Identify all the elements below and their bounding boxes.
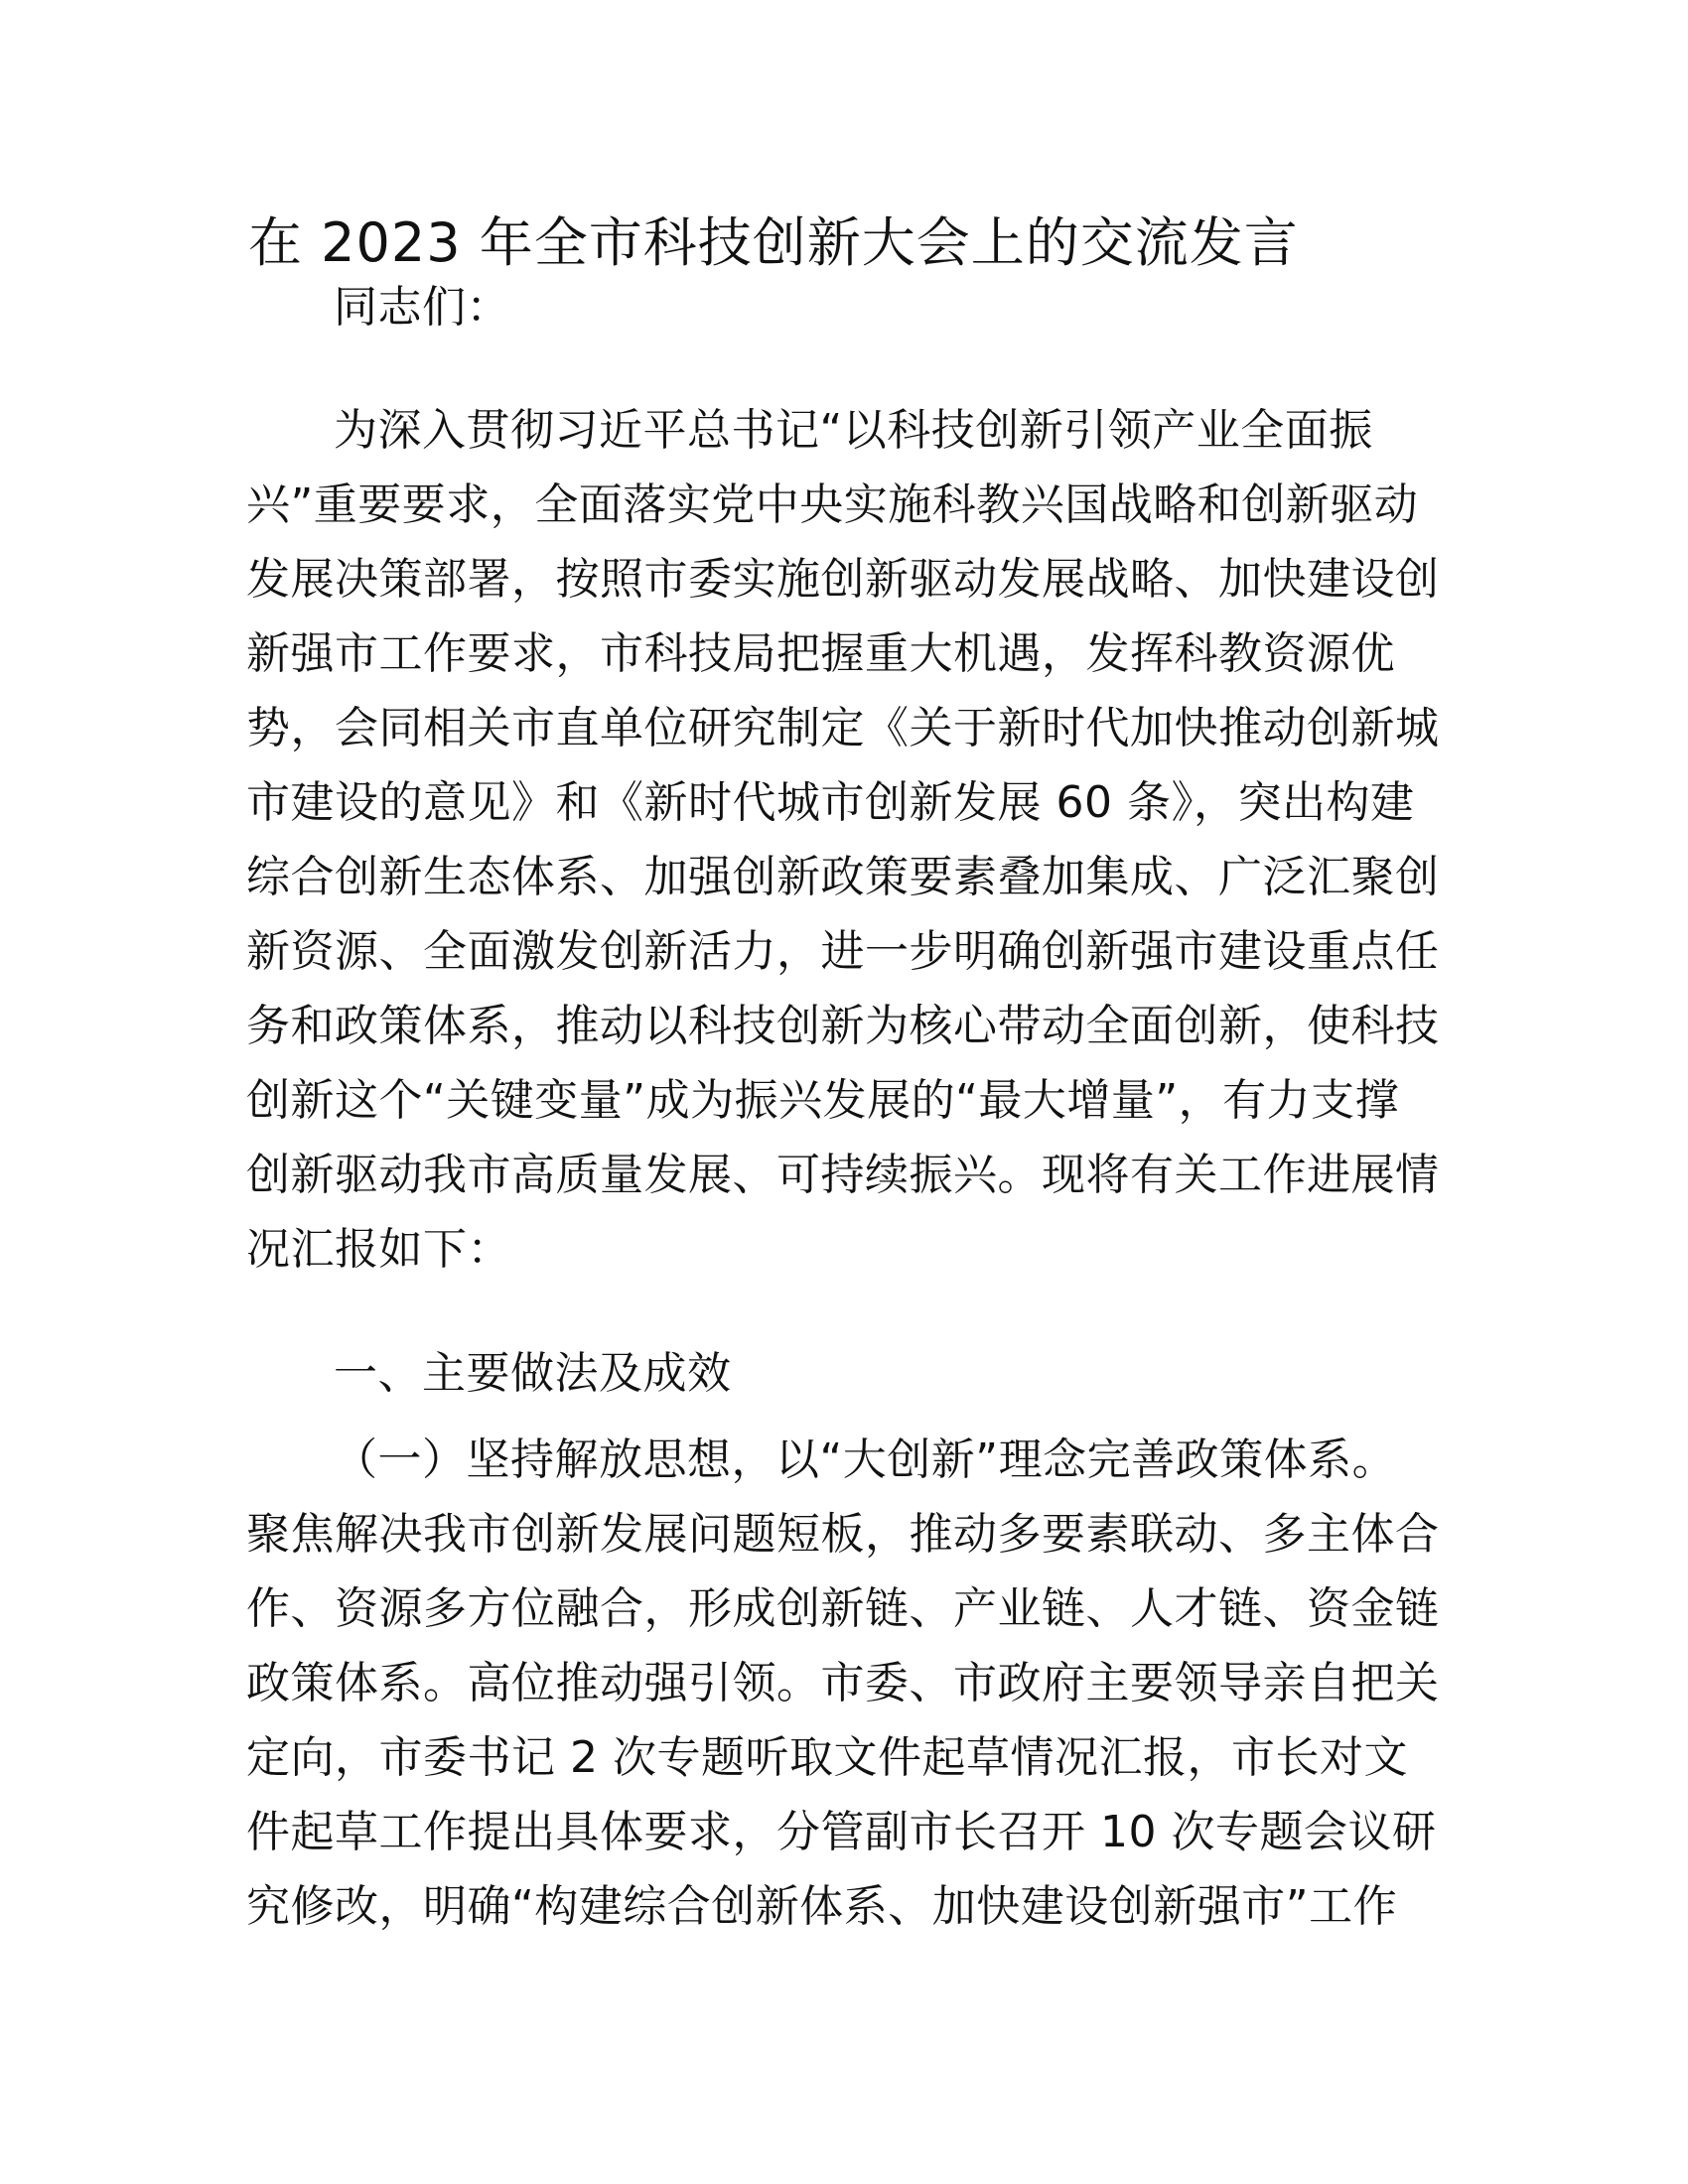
body-line: 综合创新生态体系、加强创新政策要素叠加集成、广泛汇聚创 [246, 852, 1440, 902]
body-line: 兴”重要要求，全面落实党中央实施科教兴国战略和创新驱动 [246, 479, 1419, 530]
body-line: 作、资源多方位融合，形成创新链、产业链、人才链、资金链 [246, 1583, 1440, 1634]
document-title: 在 2023 年全市科技创新大会上的交流发言 [248, 211, 1299, 274]
body-line: 新资源、全面激发创新活力，进一步明确创新强市建设重点任 [246, 926, 1440, 977]
body-line: 为深入贯彻习近平总书记“以科技创新引领产业全面振 [334, 405, 1373, 456]
body-line: 定向，市委书记 2 次专题听取文件起草情况汇报，市长对文 [246, 1732, 1408, 1783]
body-line: 创新这个“关键变量”成为振兴发展的“最大增量”，有力支撑 [246, 1075, 1400, 1126]
body-line: 究修改，明确“构建综合创新体系、加快建设创新强市”工作 [246, 1881, 1398, 1932]
body-line: 新强市工作要求，市科技局把握重大机遇，发挥科教资源优 [246, 628, 1395, 679]
body-line: 聚焦解决我市创新发展问题短板，推动多要素联动、多主体合 [246, 1509, 1440, 1560]
salutation: 同志们： [334, 282, 510, 333]
body-line: 政策体系。高位推动强引领。市委、市政府主要领导亲自把关 [246, 1658, 1440, 1708]
body-line: 市建设的意见》和《新时代城市创新发展 60 条》，突出构建 [246, 777, 1415, 828]
section-heading: 一、主要做法及成效 [334, 1348, 732, 1399]
body-line: 发展决策部署，按照市委实施创新驱动发展战略、加快建设创 [246, 554, 1440, 605]
body-line: 创新驱动我市高质量发展、可持续振兴。现将有关工作进展情 [246, 1150, 1440, 1200]
body-line: 务和政策体系，推动以科技创新为核心带动全面创新，使科技 [246, 1001, 1440, 1051]
body-line: 件起草工作提出具体要求，分管副市长召开 10 次专题会议研 [246, 1807, 1437, 1857]
body-line: 况汇报如下： [246, 1224, 511, 1275]
body-line: 势，会同相关市直单位研究制定《关于新时代加快推动创新城 [246, 703, 1440, 753]
subsection-heading: （一）坚持解放思想，以“大创新”理念完善政策体系。 [334, 1434, 1397, 1485]
